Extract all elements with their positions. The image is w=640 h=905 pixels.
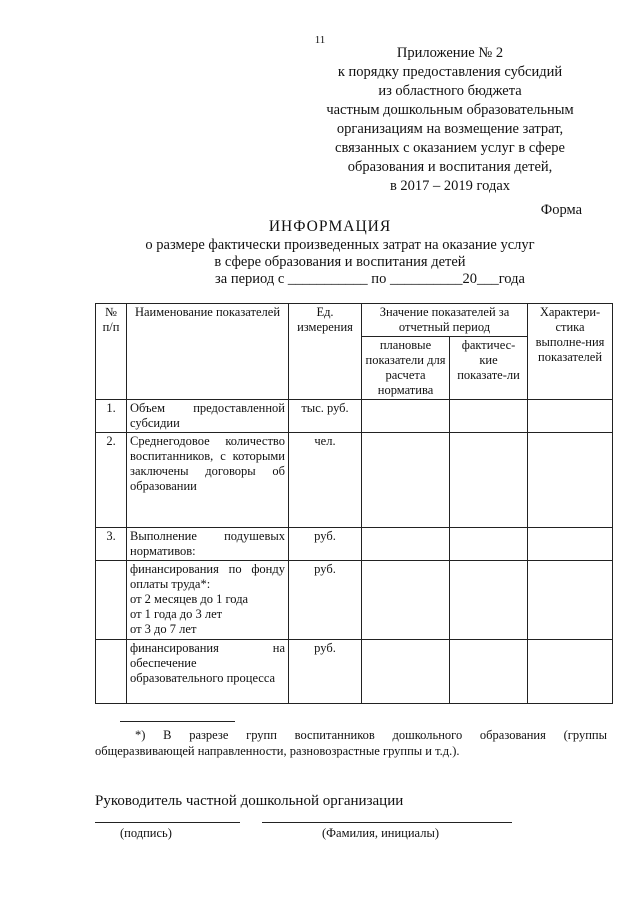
cell-actual[interactable] [450,528,528,561]
table-row [96,400,613,433]
header-unit: Ед. измерения [289,304,362,400]
row-num [96,561,127,640]
row-num: 2. [96,433,127,528]
table-row [96,528,613,561]
reporting-period: за период с ___________ по __________20___года [215,271,525,287]
table-row [96,433,613,528]
cell-actual[interactable] [450,400,528,433]
row-unit: тыс. руб. [289,400,362,433]
appendix-line: частным дошкольным образовательным [326,102,574,118]
page-number: 11 [314,34,326,46]
row-name-sub: от 2 месяцев до 1 года [130,592,249,606]
row-name: Объем предоставленной субсидии [127,400,289,433]
appendix-line: образования и воспитания детей, [347,159,553,175]
cell-planned[interactable] [362,400,450,433]
appendix-line: в 2017 – 2019 годах [389,178,511,194]
head-signature-label: Руководитель частной дошкольной организации [95,793,404,809]
footnote: *) В разрезе групп воспитанников дошкольного образования (группы общеразвивающей направленности, разновозрастные группы и т.д.). [95,728,607,758]
appendix-line: из областного бюджета [378,83,522,99]
cell-actual[interactable] [450,561,528,640]
row-unit: чел. [289,433,362,528]
name-line[interactable] [262,822,512,823]
cell-characteristic[interactable] [528,640,613,704]
appendix-line: к порядку предоставления субсидий [337,64,563,80]
header-actual: фактичес-кие показате-ли [450,337,528,400]
row-name: Выполнение подушевых нормативов: [127,528,289,561]
header-planned: плановые показатели для расчета норматива [362,337,450,400]
signature-line[interactable] [95,822,240,823]
appendix-line: связанных с оказанием услуг в сфере [335,140,565,156]
cell-actual[interactable] [450,433,528,528]
cell-planned[interactable] [362,433,450,528]
header-values-group: Значение показателей за отчетный период [362,304,528,337]
cell-planned[interactable] [362,528,450,561]
cell-characteristic[interactable] [528,400,613,433]
signature-caption: (подпись) [120,826,172,840]
appendix-block [300,44,600,196]
subtitle-line: о размере фактически произведенных затрат на оказание услуг [145,237,535,253]
document-subtitle [120,237,560,271]
row-name: Среднегодовое количество воспитанников, с которыми заключены договоры об образовании [127,433,289,528]
row-num [96,640,127,704]
name-caption: (Фамилия, инициалы) [322,826,440,840]
form-label: Форма [540,202,582,218]
row-name-sub: от 1 года до 3 лет [130,607,223,621]
cell-actual[interactable] [450,640,528,704]
row-name-sub: от 3 до 7 лет [130,622,197,636]
header-num: № п/п [96,304,127,400]
header-name: Наименование показателей [127,304,289,400]
appendix-line: организациям на возмещение затрат, [336,121,564,137]
row-num: 1. [96,400,127,433]
cell-characteristic[interactable] [528,433,613,528]
row-name-main: финансирования по фонду оплаты труда*: [130,562,285,591]
appendix-line: Приложение № 2 [396,45,504,61]
row-num: 3. [96,528,127,561]
cell-planned[interactable] [362,561,450,640]
row-name [127,561,289,640]
table-row [96,640,613,704]
cell-characteristic[interactable] [528,528,613,561]
table-row [96,561,613,640]
document-title: ИНФОРМАЦИЯ [268,218,392,235]
table-header-row [96,304,613,337]
header-characteristic: Характери-стика выполне-ния показателей [528,304,613,400]
indicators-table [95,303,613,704]
footnote-separator [120,721,235,722]
row-unit: руб. [289,640,362,704]
cell-characteristic[interactable] [528,561,613,640]
subtitle-line: в сфере образования и воспитания детей [214,254,466,270]
row-unit: руб. [289,528,362,561]
row-name: финансирования на обеспечение образовательного процесса [127,640,289,704]
row-unit: руб. [289,561,362,640]
cell-planned[interactable] [362,640,450,704]
